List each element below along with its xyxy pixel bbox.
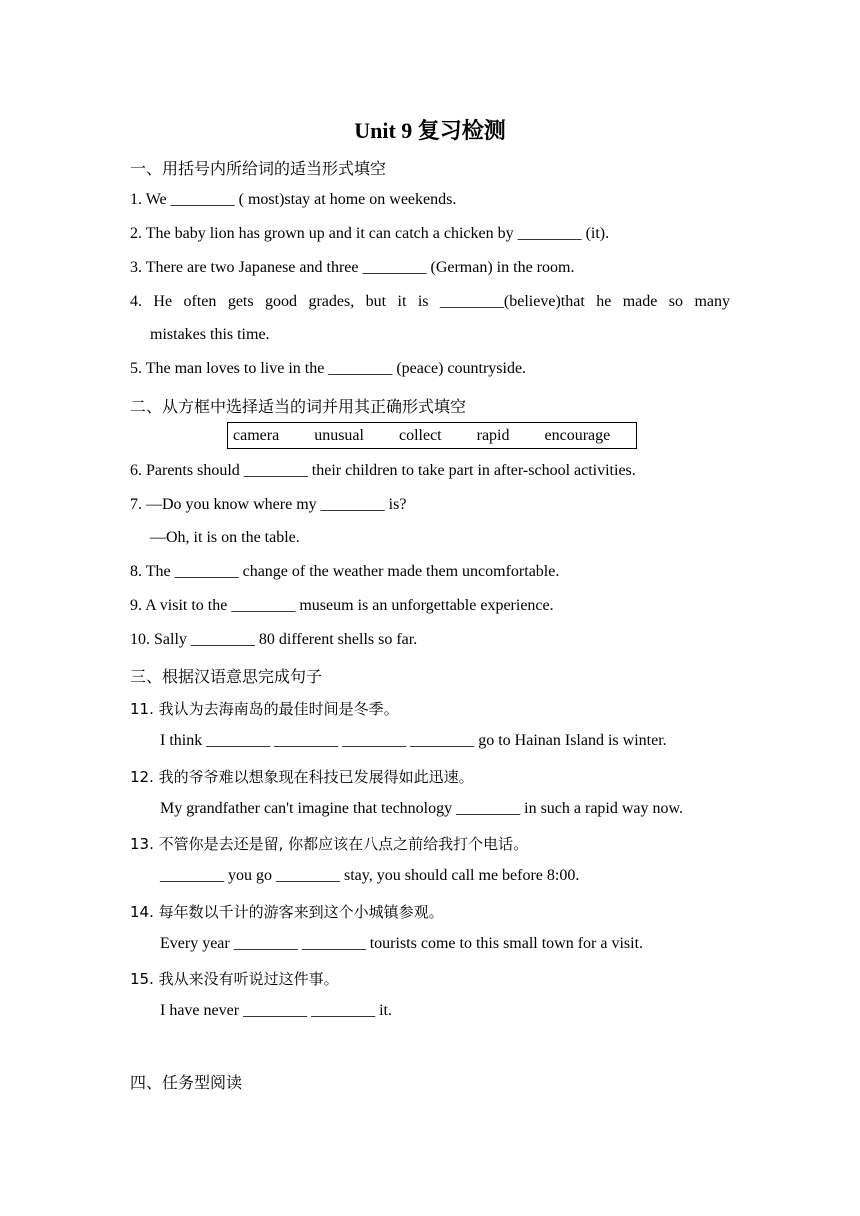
section-1-heading: 一、用括号内所给词的适当形式填空 <box>130 159 387 178</box>
question-9: 9. A visit to the ________ museum is an unforgettable experience. <box>130 597 554 614</box>
question-13-english: ________ you go ________ stay, you should call me before 8:00. <box>160 867 580 884</box>
question-12-chinese: 12. 我的爷爷难以想象现在科技已发展得如此迅速。 <box>130 768 474 786</box>
word-encourage: encourage <box>544 426 611 444</box>
question-15-chinese: 15. 我从来没有听说过这件事。 <box>130 970 339 988</box>
question-14-english: Every year ________ ________ tourists come to this small town for a visit. <box>160 935 644 952</box>
section-3-heading: 三、根据汉语意思完成句子 <box>130 667 323 686</box>
question-4-continued: mistakes this time. <box>150 326 270 343</box>
question-14-chinese: 14. 每年数以千计的游客来到这个小城镇参观。 <box>130 903 444 921</box>
question-2: 2. The baby lion has grown up and it can catch a chicken by ________ (it). <box>130 225 610 242</box>
question-8: 8. The ________ change of the weather made them uncomfortable. <box>130 563 560 580</box>
question-6: 6. Parents should ________ their children to take part in after-school activities. <box>130 462 636 479</box>
question-12-english: My grandfather can't imagine that technology ________ in such a rapid way now. <box>160 800 684 817</box>
question-4: 4. He often gets good grades, but it is ________(believe)that he made so many <box>130 293 730 310</box>
section-2-heading: 二、从方框中选择适当的词并用其正确形式填空 <box>130 397 467 416</box>
question-7: 7. —Do you know where my ________ is? <box>130 496 407 513</box>
word-box <box>227 422 637 449</box>
question-5: 5. The man loves to live in the ________ (peace) countryside. <box>130 360 527 377</box>
question-13-chinese: 13. 不管你是去还是留, 你都应该在八点之前给我打个电话。 <box>130 835 529 853</box>
word-camera: camera <box>233 426 280 444</box>
question-10: 10. Sally ________ 80 different shells so far. <box>130 631 418 648</box>
question-3: 3. There are two Japanese and three ________ (German) in the room. <box>130 259 575 276</box>
question-15-english: I have never ________ ________ it. <box>160 1002 392 1019</box>
word-collect: collect <box>398 426 442 444</box>
word-unusual: unusual <box>314 426 364 444</box>
word-rapid: rapid <box>476 426 510 444</box>
section-4-heading: 四、任务型阅读 <box>130 1073 243 1092</box>
question-11-chinese: 11. 我认为去海南岛的最佳时间是冬季。 <box>130 700 399 718</box>
question-11-english: I think ________ ________ ________ ________ go to Hainan Island is winter. <box>160 732 667 749</box>
question-7-answer: —Oh, it is on the table. <box>150 529 300 546</box>
question-1: 1. We ________ ( most)stay at home on weekends. <box>130 191 457 208</box>
page-title: Unit 9 复习检测 <box>354 118 506 143</box>
